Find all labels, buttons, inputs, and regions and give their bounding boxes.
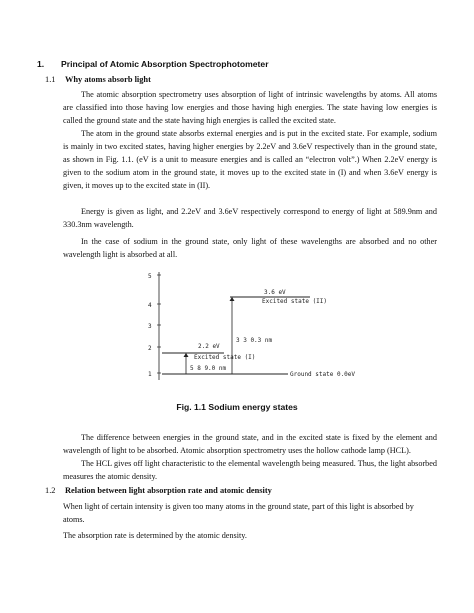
excited-state-2-label: Excited state (II) [262, 298, 328, 305]
paragraph: Energy is given as light, and 2.2eV and 3.6eV respectively correspond to energy of light at 589.9nm and 330.3nm wavelength. [63, 207, 437, 229]
wavelength-1-label: 5 8 9.0 nm [190, 365, 227, 372]
figure-caption: Fig. 1.1 Sodium energy states [176, 402, 298, 412]
axis-tick-label: 3 [148, 323, 152, 330]
paragraph: In the case of sodium in the ground state, only light of these wavelengths are absorbed and no other wavelength light is absorbed at all. [63, 237, 437, 259]
paragraph: The atomic absorption spectrometry uses absorption of light of intrinsic wavelengths by atoms. All atoms are classified into those having low energies and those having high energies. The state having low energies is called the ground state and the state having high energies is called the excited state. [63, 90, 437, 125]
subsection-heading-1-1 [45, 75, 151, 84]
energy-level-diagram [140, 268, 360, 398]
subsection-title: Relation between light absorption rate and atomic density [65, 486, 272, 495]
subsection-number: 1.2 [45, 486, 56, 495]
paragraph: The difference between energies in the ground state, and in the excited state is fixed by the element and wavelength of light to be absorbed. Atomic absorption spectrometry uses the hollow cathode lamp (HCL). [63, 433, 437, 455]
section-heading [37, 59, 269, 69]
paragraph: The absorption rate is determined by the atomic density. [63, 531, 247, 540]
excited-state-1-energy: 2.2 eV [198, 343, 220, 350]
ground-state-label: Ground state 0.0eV [290, 371, 356, 378]
section-number: 1. [37, 59, 45, 69]
paragraph: The HCL gives off light characteristic to the elemental wavelength being measured. Thus, the light absorbed measures the atomic density. [63, 459, 437, 481]
subsection-heading-1-2 [45, 486, 272, 495]
axis-tick-label: 5 [148, 273, 152, 280]
subsection-title: Why atoms absorb light [65, 75, 151, 84]
axis-tick-label: 1 [148, 371, 152, 378]
axis-tick-label: 2 [148, 345, 152, 352]
excited-state-2-energy: 3.6 eV [264, 289, 286, 296]
energy-level-figure [140, 268, 360, 398]
paragraph: When light of certain intensity is given too many atoms in the ground state, part of this light is absorbed by atoms. [63, 502, 414, 524]
axis-tick-label: 4 [148, 302, 152, 309]
wavelength-2-label: 3 3 0.3 nm [236, 337, 273, 344]
excited-state-1-label: Excited state (I) [194, 354, 256, 361]
section-title: Principal of Atomic Absorption Spectrophotometer [61, 59, 269, 69]
subsection-number: 1.1 [45, 75, 56, 84]
paragraph: The atom in the ground state absorbs external energies and is put in the excited state. For example, sodium is mainly in two excited states, having higher energies by 2.2eV and 3.6eV respectively than in the ground state, as shown in Fig. 1.1. (eV is a unit to measure energies and is called an “electron volt”.) When 2.2eV energy is given to the sodium atom in the ground state, it moves up to the excited state in (I) and when 3.6eV energy is given, it moves up to the excited state in (II). [63, 129, 437, 190]
